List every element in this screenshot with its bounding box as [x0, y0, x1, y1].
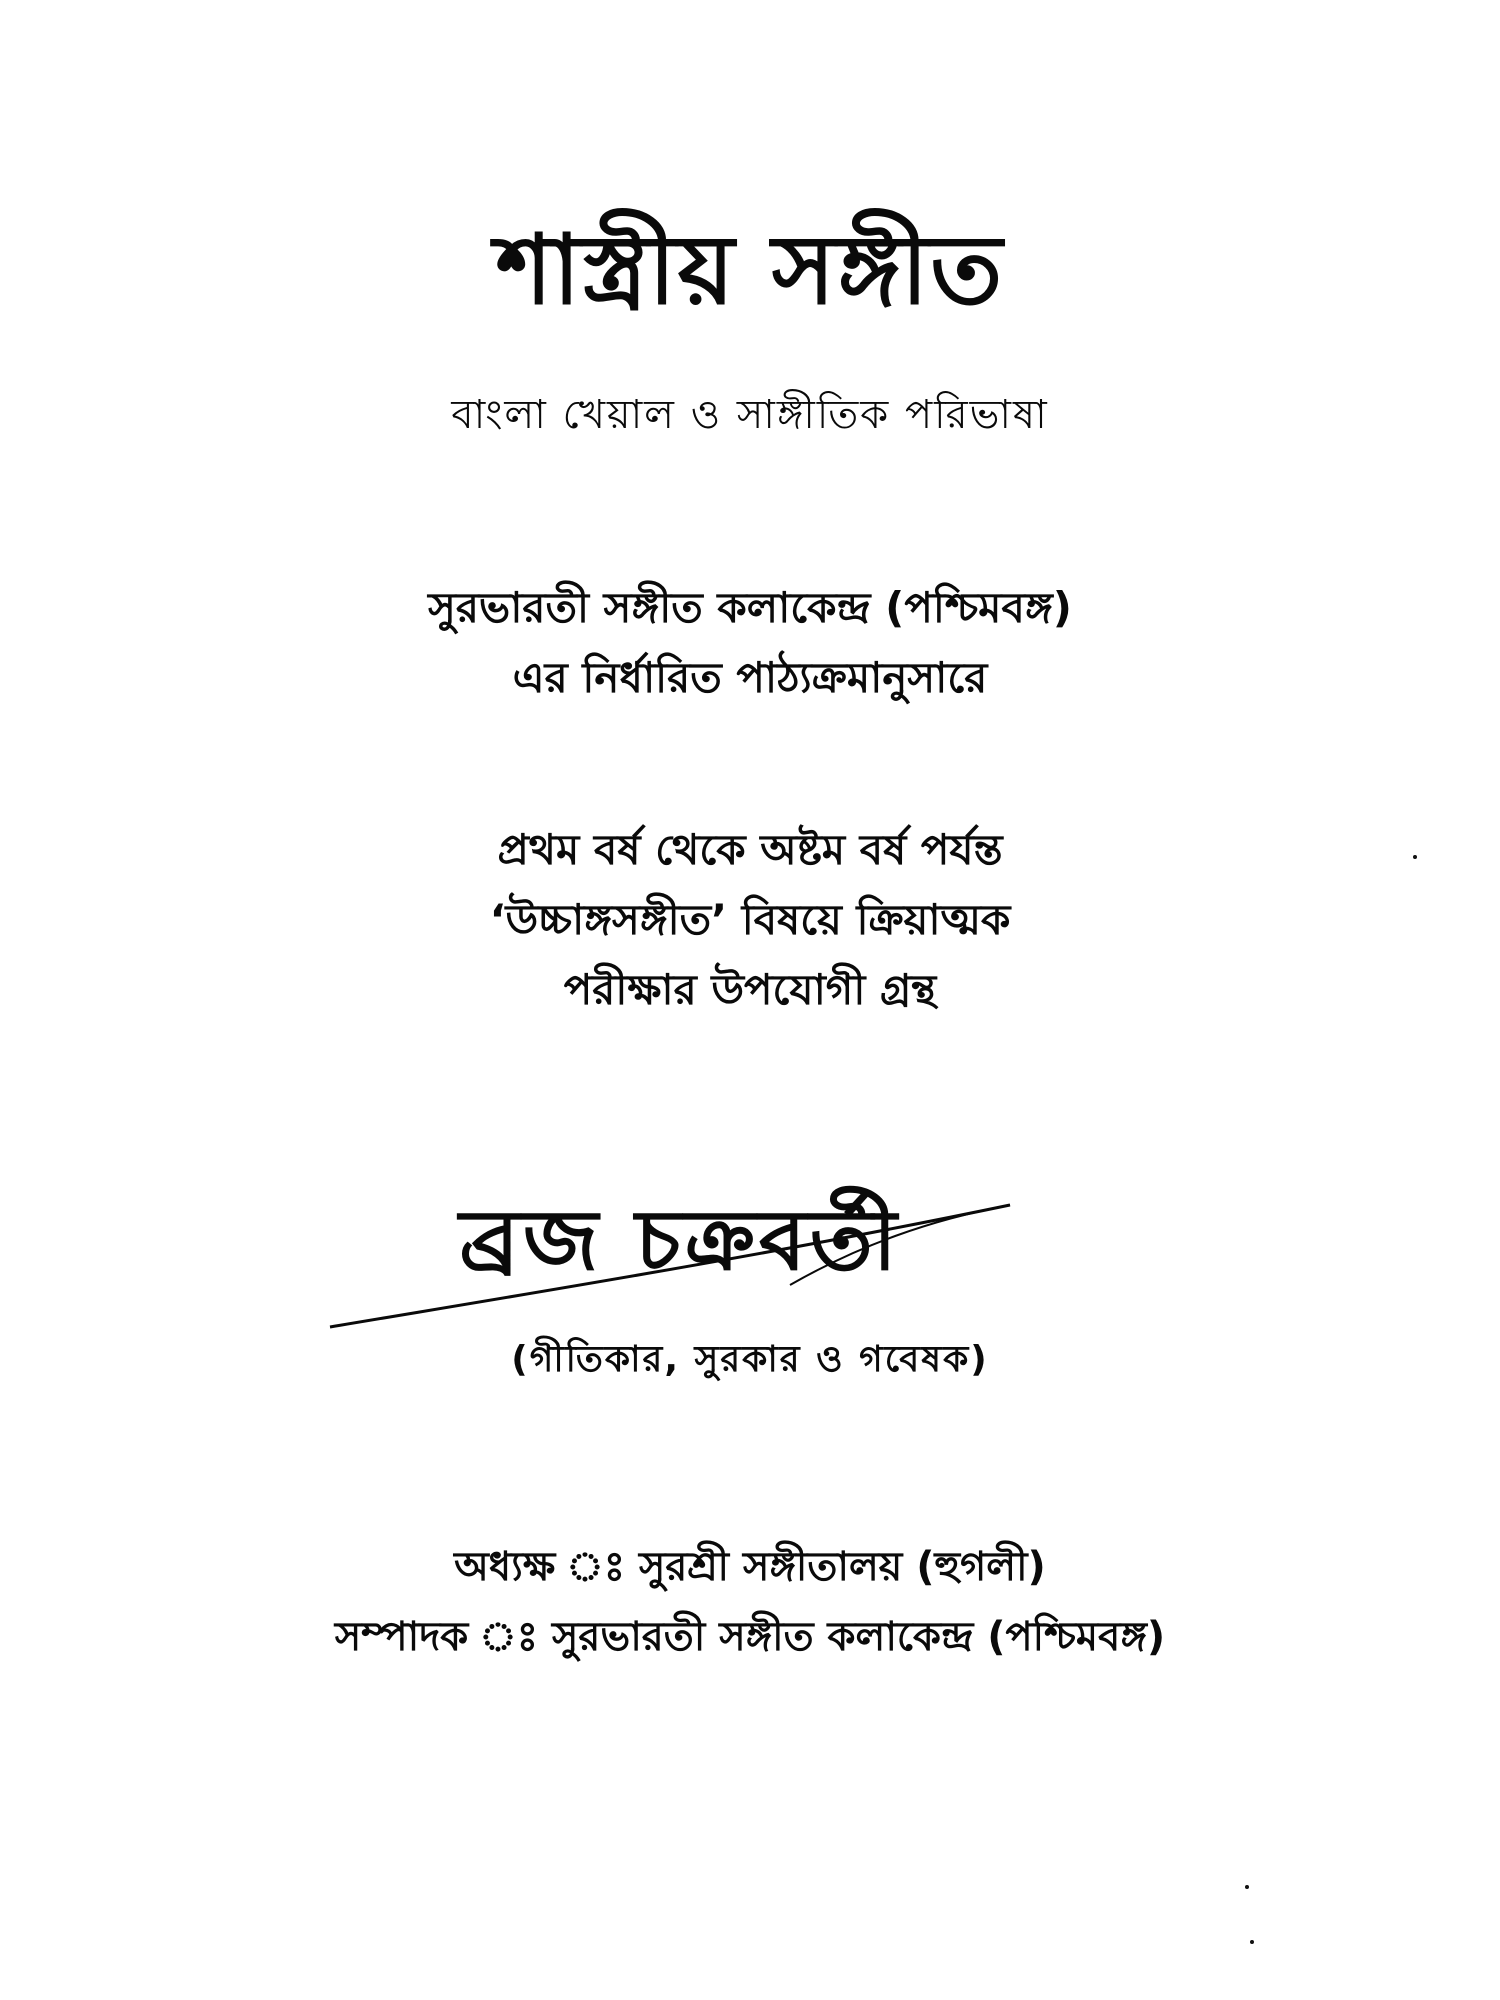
designation-line-1: অধ্যক্ষ ঃ সুরশ্রী সঙ্গীতালয় (হুগলী)	[454, 1544, 1046, 1590]
scan-speck	[1413, 855, 1417, 859]
author-role: (গীতিকার, সুরকার ও গবেষক)	[511, 1339, 989, 1380]
scan-speck	[1245, 1885, 1249, 1889]
scan-speck	[1250, 1940, 1254, 1944]
scope-line-2: ‘উচ্চাঙ্গসঙ্গীত’ বিষয়ে ক্রিয়াত্মক	[489, 895, 1011, 944]
syllabus-line-1: সুরভারতী সঙ্গীত কলাকেন্দ্র (পশ্চিমবঙ্গ)	[428, 583, 1072, 632]
scope-line-1: প্রথম বর্ষ থেকে অষ্টম বর্ষ পর্যন্ত	[497, 825, 1003, 874]
author-block	[320, 1185, 1040, 1335]
book-subtitle: বাংলা খেয়াল ও সাঙ্গীতিক পরিভাষা	[451, 392, 1049, 438]
scope-line-3: পরীক্ষার উপযোগী গ্রন্থ	[563, 965, 937, 1014]
book-title: শাস্ত্রীয় সঙ্গীত	[495, 214, 1005, 326]
designation-line-2: সম্পাদক ঃ সুরভারতী সঙ্গীত কলাকেন্দ্র (পশ্চিমবঙ্গ)	[334, 1614, 1166, 1660]
author-name: ব্রজ চক্রবর্তী	[459, 1191, 901, 1289]
syllabus-line-2: এর নির্ধারিত পাঠ্যক্রমানুসারে	[512, 653, 988, 702]
